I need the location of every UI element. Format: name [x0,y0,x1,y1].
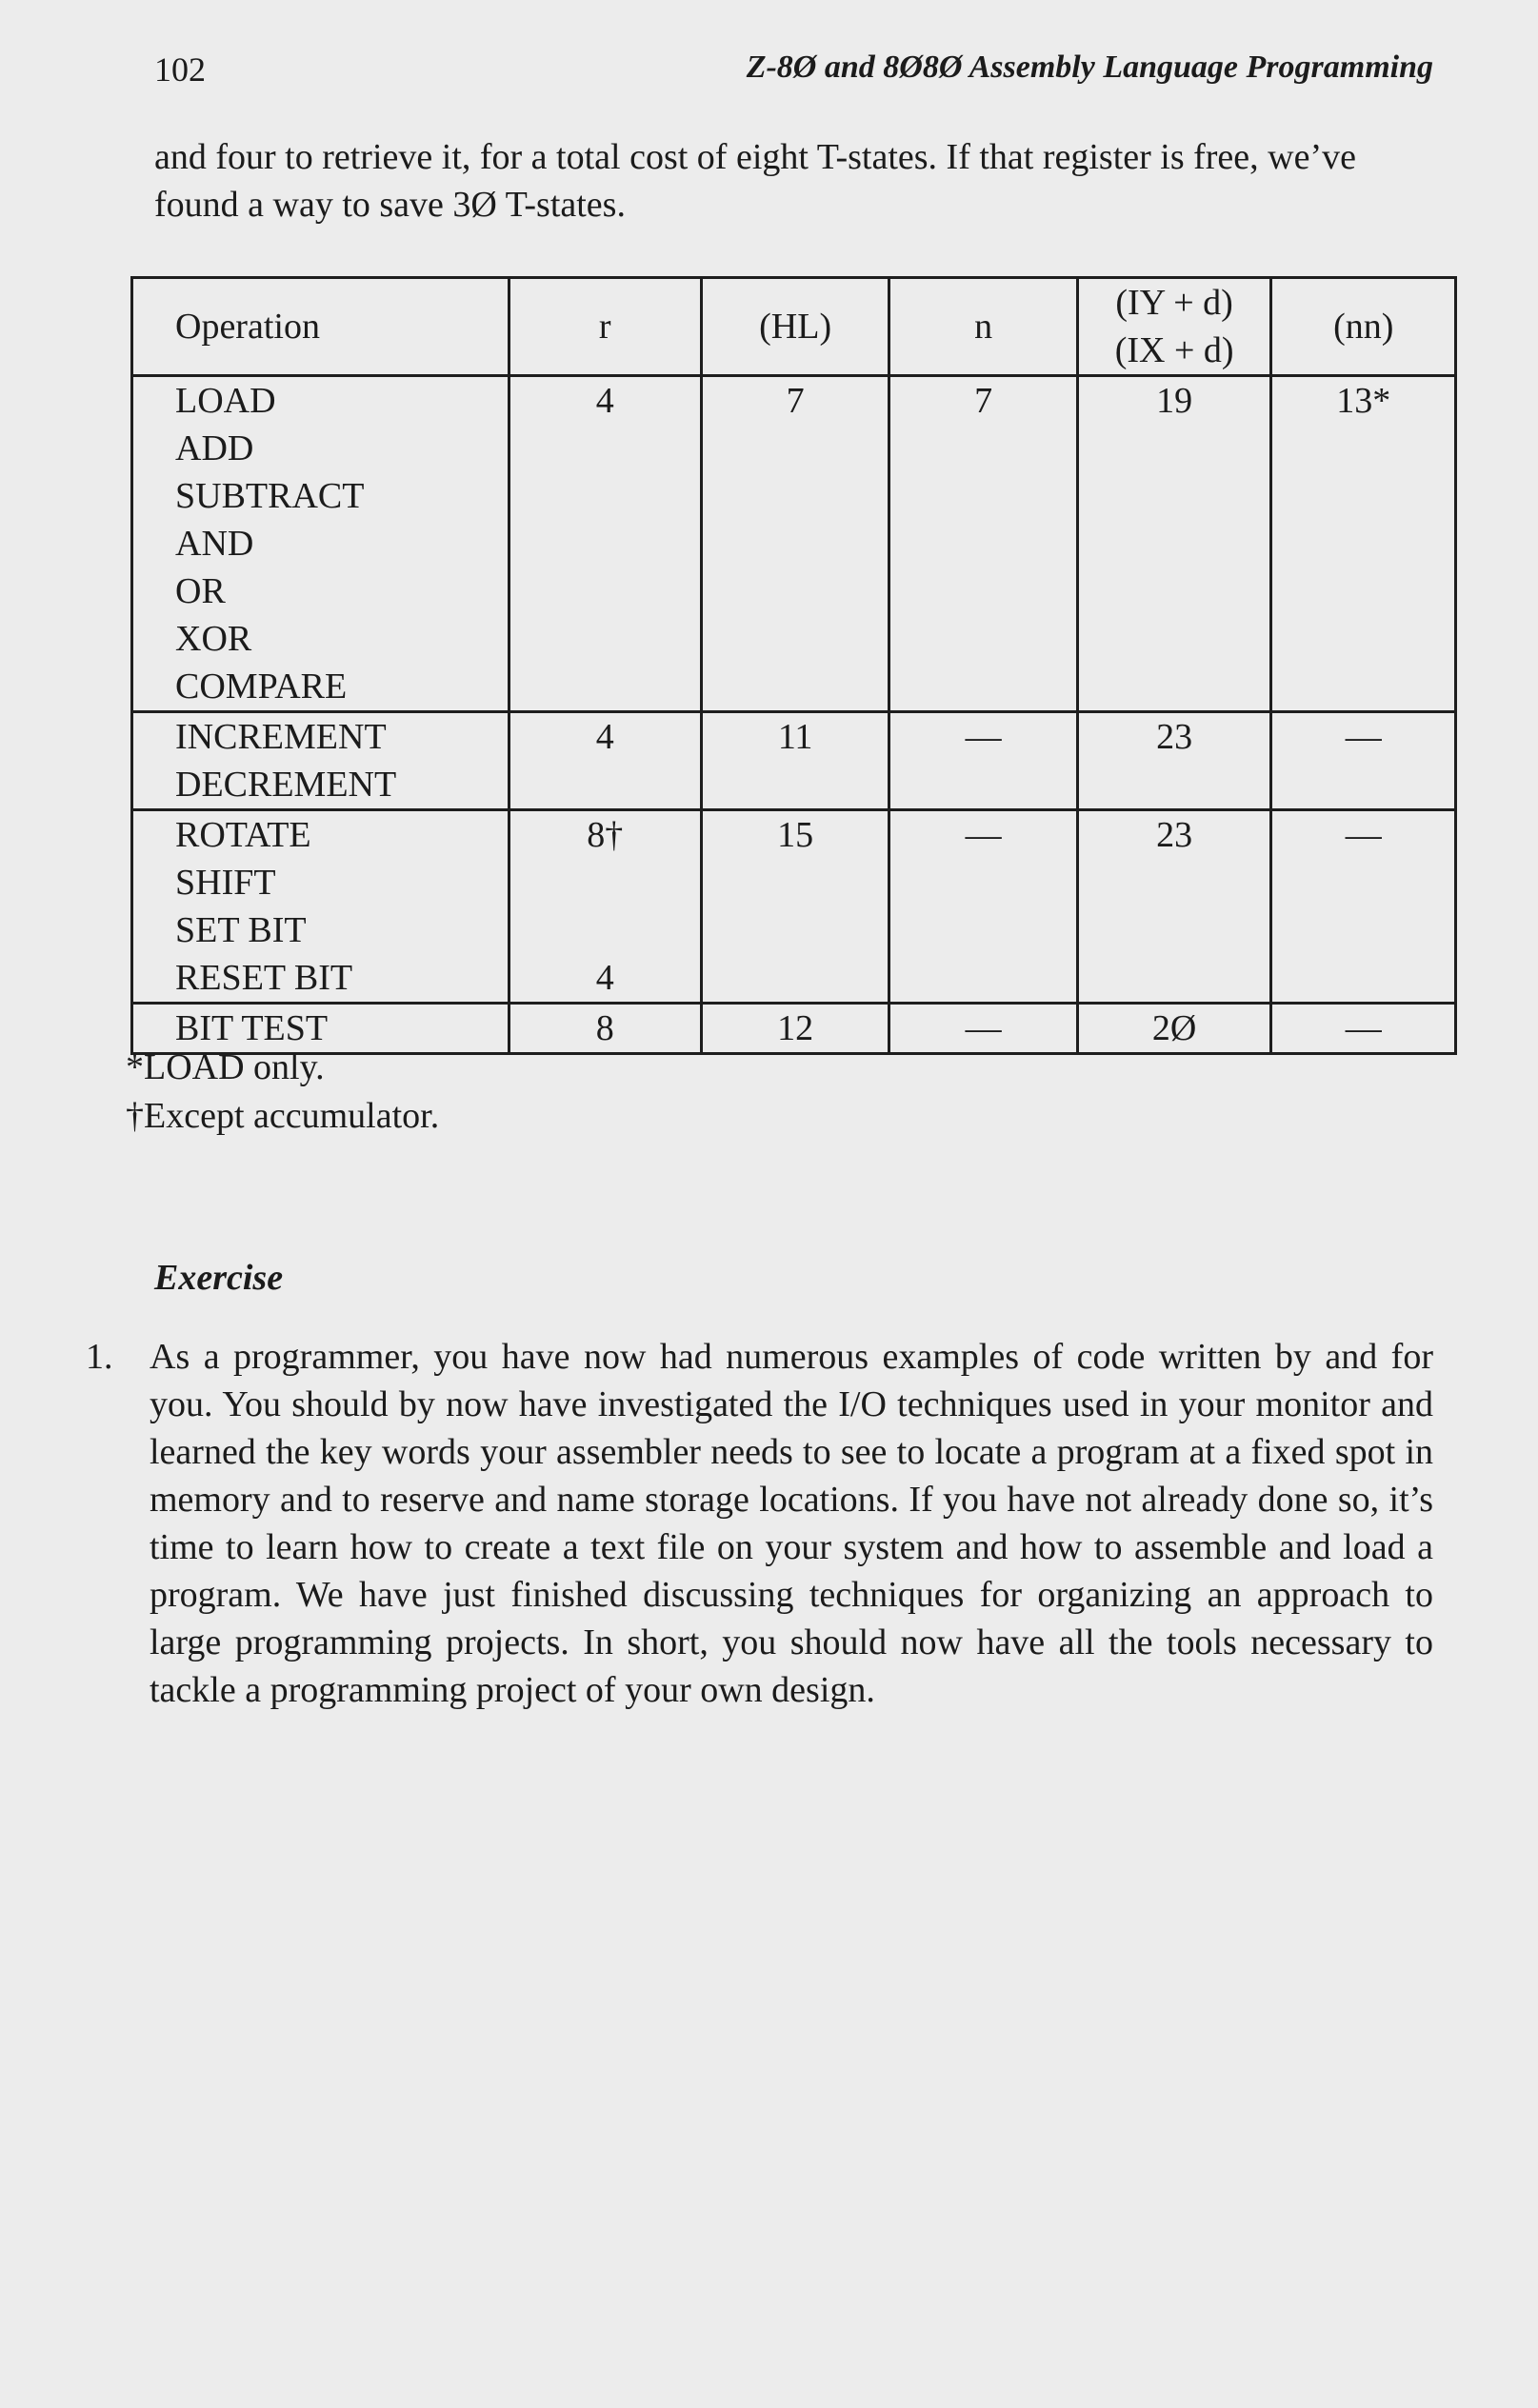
cell-indexed: 19 [1077,376,1271,712]
cell-nn: — [1271,712,1456,810]
cell-n: — [889,810,1077,1004]
cell-r: 4 [509,712,701,810]
operation-name: LOAD [175,381,276,421]
cell-indexed: 2Ø [1077,1004,1271,1054]
operation-name: BIT TEST [175,1008,329,1048]
cell-hl: 15 [701,810,889,1004]
operation-name: ROTATE [175,815,311,855]
cell-hl: 12 [701,1004,889,1054]
header-hl: (HL) [701,278,889,376]
cell-hl: 11 [701,712,889,810]
exercise-number: 1. [86,1337,113,1377]
cell-r: 8 [509,1004,701,1054]
header-nn: (nn) [1271,278,1456,376]
table-header-row [132,278,1456,376]
cell-indexed: 23 [1077,810,1271,1004]
operation-name: COMPARE [175,667,348,706]
operation-name: SET BIT [175,910,307,950]
running-title: Z-8Ø and 8Ø8Ø Assembly Language Programming [746,50,1433,85]
operation-name: SUBTRACT [175,476,365,516]
header-ix: (IX + d) [1114,330,1234,370]
header-r: r [509,278,701,376]
operation-name: INCREMENT [175,717,387,757]
operation-name: SHIFT [175,863,276,903]
header-iy: (IY + d) [1115,283,1233,323]
header-n: n [889,278,1077,376]
operation-name: OR [175,571,226,611]
operation-name: XOR [175,619,252,659]
header-operation: Operation [132,278,509,376]
page-number: 102 [154,50,206,89]
cell-hl: 7 [701,376,889,712]
operation-list [132,376,509,712]
table-row [132,810,1456,1004]
operation-list [132,712,509,810]
operation-name: RESET BIT [175,958,353,998]
cell-indexed: 23 [1077,712,1271,810]
table-row [132,376,1456,712]
t-state-table [130,276,1457,1055]
cell-n: — [889,712,1077,810]
cell-nn: 13* [1271,376,1456,712]
cell-r-bottom: 4 [595,958,614,998]
footnote: †Except accumulator. [126,1096,440,1136]
operation-name: ADD [175,428,254,468]
operation-name: AND [175,524,254,564]
cell-n: 7 [889,376,1077,712]
intro-paragraph: and four to retrieve it, for a total cost of eight T-states. If that register is free, we’ve found a way to save 3Ø T-states. [154,137,1356,225]
operation-name: DECREMENT [175,765,397,805]
cell-r: 4 [509,376,701,712]
table-row [132,712,1456,810]
exercise-text: As a programmer, you have now had numerous examples of code written by and for you. You should by now have investigated the I/O techniques used in your monitor and learned the key words your assembler needs to see to locate a program at a fixed spot in memory and to reserve and name storage locations. If you have not already done so, it’s time to learn how to create a text file on your system and how to assemble and load a program. We have just finished discussing techniques for organizing an approach to large programming projects. In short, you should now have all the tools necessary to tackle a programming project of your own design. [150,1337,1433,1710]
exercise-heading: Exercise [154,1258,284,1298]
cell-n: — [889,1004,1077,1054]
cell-r [509,810,701,1004]
cell-r-top: 8† [587,815,624,855]
footnote: *LOAD only. [126,1047,325,1087]
header-indexed [1077,278,1271,376]
cell-nn: — [1271,810,1456,1004]
operation-list [132,810,509,1004]
table-footnotes [126,1044,439,1141]
cell-nn: — [1271,1004,1456,1054]
page-header [154,50,1433,95]
